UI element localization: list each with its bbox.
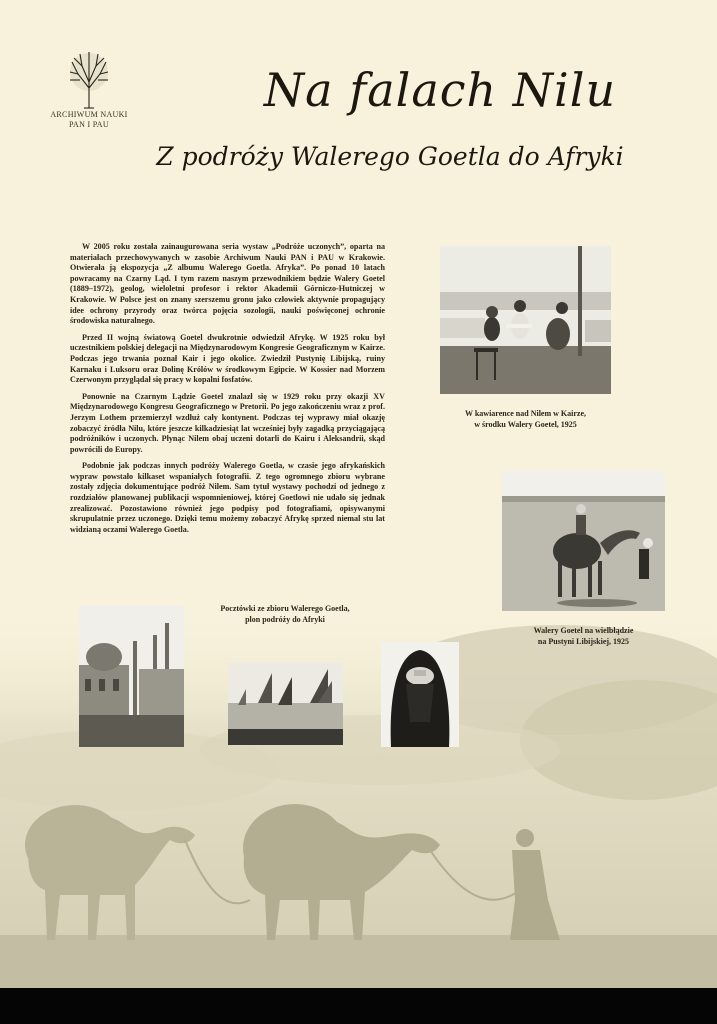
paragraph-1: W 2005 roku została zainaugurowana seria wystaw „Podróże uczonych”, oparta na materiałach przechowywanych w zasobie Archiwum Nauki PAN i PAU w Krakowie. Otwierała ją ekspozycja „Z albumu Walerego Goetla. Afryka”. Po ponad 10 latach powracamy na Czarny Ląd. I tym razem naszym przewodnikiem będzie Walery Goetel (1889–1972), geolog, wieloletni profesor i rektor Akademii Górniczo-Hutniczej w Krakowie. W Polsce jest on znany szerszemu gronu jako człowiek aktywnie propagujący idee ochrony przyrody oraz twórca pojęcia sozologii, nauki poświęconej ochronie środowiska naturalnego.: [70, 242, 385, 326]
caption-postcards: Pocztówki ze zbioru Walerego Goetla, plon podróży do Afryki: [220, 604, 350, 624]
tree-icon: [66, 50, 112, 110]
bottom-band: [0, 988, 717, 1024]
photo-camel-desert: [502, 471, 665, 611]
caption-camel: Walery Goetel na wielbłądzie na Pustyni Libijskiej, 1925: [533, 626, 634, 646]
logo-line-2: PAN I PAU: [69, 120, 109, 129]
logo-line-1: ARCHIWUM NAUKI: [50, 110, 128, 119]
postcard-mosque: [79, 605, 184, 747]
intro-text: [70, 242, 385, 541]
postcard-veiled-woman: [381, 642, 459, 747]
paragraph-3: Ponownie na Czarnym Lądzie Goetel znalazł się w 1929 roku przy okazji XV Międzynarodowego Kongresu Geograficznego w Pretorii. Po jego zakończeniu wraz z prof. Jerzym Lothem przemierzył wzdłuż cały kontynent. Podczas tej wyprawy miał okazję zobaczyć źródła Nilu, które jeszcze kilkadziesiąt lat wcześniej były zagadką przyciągającą podróżników i uczonych. Płynąc Nilem obaj uczeni dotarli do Kairu i Aleksandrii, skąd powrócili do Europy.: [70, 391, 385, 454]
postcard-boats: [228, 663, 343, 745]
caption-cafe: W kawiarence nad Nilem w Kairze, w środku Walery Goetel, 1925: [464, 409, 587, 429]
archive-logo: [48, 50, 130, 130]
page-title: Na falach Nilu: [263, 63, 617, 117]
page-subtitle: Z podróży Walerego Goetla do Afryki: [156, 142, 624, 171]
paragraph-4: Podobnie jak podczas innych podróży Walerego Goetla, w czasie jego afrykańskich wypraw powstało kilkaset wspaniałych fotografii. Z tego ogromnego zbioru wybrane zostały zdjęcia dokumentujące podróż Nilem. Sam tytuł wystawy pochodzi od jednego z rozdziałów planowanej publikacji wspomnieniowej, której Goetlowi nie udało się jednak zrealizować. Pozostawiono również jego podpisy pod fotografiami, opisywanymi skrupulatnie przez uczonego. Dzięki temu możemy zobaczyć Afrykę sprzed niemal stu lat widzianą oczami Walerego Goetla.: [70, 461, 385, 534]
photo-cafe-cairo: [440, 246, 611, 394]
paragraph-2: Przed II wojną światową Goetel dwukrotnie odwiedził Afrykę. W 1925 roku był uczestnikiem polskiej delegacji na Międzynarodowym Kongresie Geograficznym w Kairze. Podczas jego trwania poznał Kair i jego okolice. Zwiedził Pustynię Libijską, ruiny Karnaku i Luksoru oraz Dolinę Królów w środkowym Egipcie. W Kossier nad Morzem Czerwonym przyglądał się pracy w kopalni fosfatów.: [70, 332, 385, 385]
